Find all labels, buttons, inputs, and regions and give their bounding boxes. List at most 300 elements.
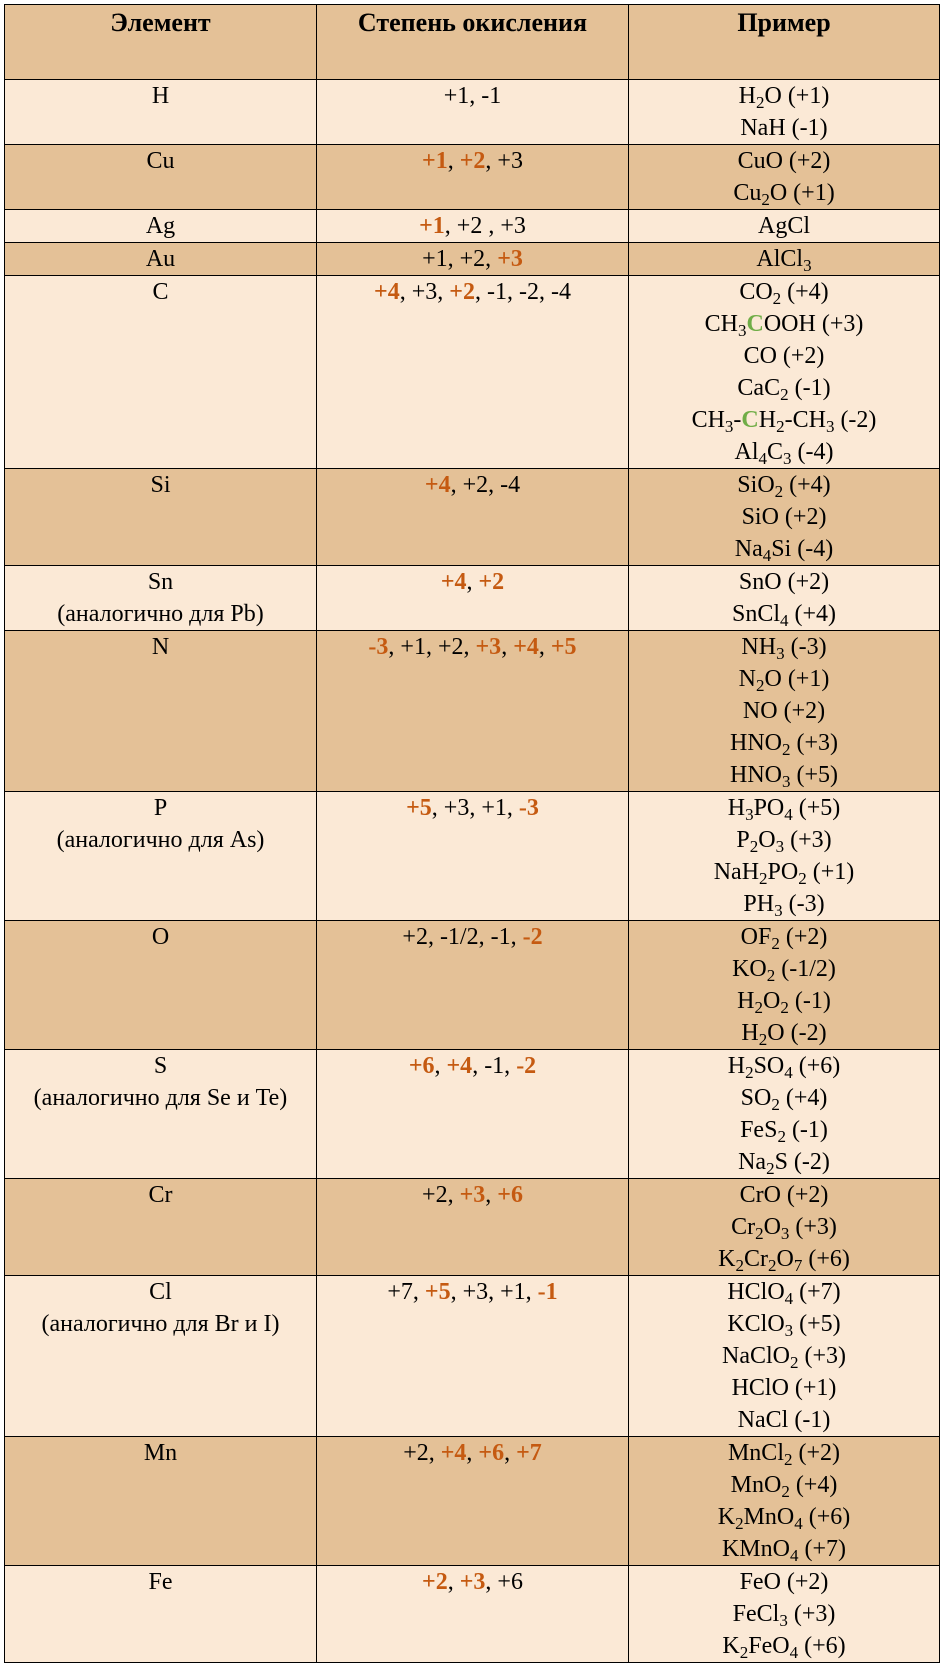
formula-text: OOH (+3) bbox=[763, 311, 864, 337]
example-formula bbox=[631, 1566, 937, 1598]
state-text: , bbox=[447, 1569, 460, 1595]
formula-text: (+3) bbox=[790, 730, 839, 756]
table-row bbox=[5, 631, 940, 792]
element-cell bbox=[5, 792, 317, 921]
element-symbol: O bbox=[151, 924, 170, 950]
formula-text: FeS bbox=[740, 1117, 778, 1143]
example-formula bbox=[631, 921, 937, 953]
examples-cell bbox=[629, 210, 940, 243]
examples-cell bbox=[629, 1179, 940, 1276]
oxidation-states-cell bbox=[317, 1566, 629, 1663]
formula-text: - bbox=[733, 407, 742, 433]
subscript: 2 bbox=[776, 417, 785, 436]
formula-text: FeCl bbox=[732, 1601, 780, 1627]
example-formula bbox=[631, 824, 937, 856]
examples-cell bbox=[629, 921, 940, 1050]
formula-text: NaCl (-1) bbox=[737, 1407, 831, 1433]
highlighted-atom: C bbox=[741, 407, 759, 433]
formula-text: (+7) bbox=[798, 1536, 847, 1562]
examples-cell bbox=[629, 469, 940, 566]
analog-note: (аналогично для As) bbox=[56, 827, 265, 853]
example-formula bbox=[631, 145, 937, 177]
subscript: 3 bbox=[774, 901, 783, 920]
examples-cell bbox=[629, 1276, 940, 1437]
formula-text: -CH bbox=[784, 407, 826, 433]
formula-text: SnCl bbox=[731, 601, 780, 627]
formula-text: NaH bbox=[713, 859, 760, 885]
examples-cell bbox=[629, 276, 940, 469]
formula-text: (+6) bbox=[802, 1504, 851, 1530]
element-cell bbox=[5, 80, 317, 145]
formula-text: FeO (+2) bbox=[739, 1569, 829, 1595]
element-symbol: Mn bbox=[143, 1440, 178, 1466]
highlighted-state: +3 bbox=[459, 1182, 486, 1208]
subscript: 2 bbox=[759, 869, 768, 888]
formula-text: HNO bbox=[729, 762, 782, 788]
example-formula bbox=[631, 308, 937, 340]
formula-text: (-3) bbox=[784, 634, 827, 660]
example-formula bbox=[631, 1469, 937, 1501]
formula-text: (-1) bbox=[788, 988, 831, 1014]
highlighted-state: +6 bbox=[478, 1440, 505, 1466]
example-formula bbox=[631, 566, 937, 598]
table-body bbox=[5, 80, 940, 1663]
highlighted-state: +1 bbox=[419, 213, 445, 239]
example-formula bbox=[631, 372, 937, 404]
table-row bbox=[5, 80, 940, 145]
subscript: 2 bbox=[745, 1063, 754, 1082]
formula-text: NaClO bbox=[721, 1343, 790, 1369]
highlighted-state: -2 bbox=[516, 1053, 537, 1079]
example-formula bbox=[631, 1114, 937, 1146]
formula-text: HClO (+1) bbox=[731, 1375, 837, 1401]
examples-cell bbox=[629, 631, 940, 792]
subscript: 2 bbox=[780, 998, 789, 1017]
subscript: 2 bbox=[739, 1643, 749, 1662]
oxidation-states-cell bbox=[317, 631, 629, 792]
element-symbol: Cu bbox=[146, 148, 175, 174]
oxidation-states-cell bbox=[317, 1179, 629, 1276]
highlighted-state: +4 bbox=[374, 279, 400, 305]
formula-text: SO bbox=[740, 1085, 772, 1111]
element-symbol: C bbox=[152, 279, 169, 305]
subscript: 2 bbox=[758, 1030, 768, 1049]
example-formula bbox=[631, 759, 937, 791]
formula-text: (+4) bbox=[779, 1085, 828, 1111]
highlighted-state: +3 bbox=[459, 1569, 486, 1595]
formula-text: K bbox=[722, 1633, 740, 1659]
formula-text: (+1) bbox=[806, 859, 855, 885]
example-formula bbox=[631, 985, 937, 1017]
formula-text: Al bbox=[734, 439, 759, 465]
highlighted-state: +4 bbox=[424, 472, 451, 498]
subscript: 2 bbox=[780, 385, 789, 404]
formula-text: PO bbox=[767, 859, 799, 885]
formula-text: Cr bbox=[731, 1214, 756, 1240]
example-formula bbox=[631, 1404, 937, 1436]
formula-text: (+2) bbox=[779, 924, 828, 950]
formula-text: CH bbox=[691, 407, 725, 433]
subscript: 2 bbox=[735, 1514, 744, 1533]
state-text: , +3, +1, bbox=[431, 795, 519, 821]
oxidation-states-cell bbox=[317, 792, 629, 921]
state-text: , bbox=[538, 634, 551, 660]
highlighted-state: +3 bbox=[475, 634, 502, 660]
subscript: 2 bbox=[798, 869, 807, 888]
highlighted-state: -2 bbox=[522, 924, 543, 950]
formula-text: (+3) bbox=[798, 1343, 847, 1369]
formula-text: Si (-4) bbox=[771, 536, 834, 562]
subscript: 3 bbox=[775, 837, 785, 856]
formula-text: SnO (+2) bbox=[738, 569, 830, 595]
formula-text: H bbox=[737, 988, 755, 1014]
highlighted-state: +2 bbox=[478, 569, 505, 595]
state-text: , +2, -4 bbox=[450, 472, 521, 498]
subscript: 2 bbox=[777, 1127, 786, 1146]
formula-text: CO (+2) bbox=[743, 343, 825, 369]
table-row bbox=[5, 921, 940, 1050]
example-formula bbox=[631, 501, 937, 533]
highlighted-state: +5 bbox=[550, 634, 577, 660]
highlighted-state: -3 bbox=[368, 634, 389, 660]
formula-text: Cu bbox=[733, 180, 762, 206]
highlighted-state: +7 bbox=[516, 1440, 542, 1466]
subscript: 3 bbox=[737, 321, 747, 340]
examples-cell bbox=[629, 145, 940, 210]
element-symbol: Sn bbox=[147, 569, 174, 595]
subscript: 4 bbox=[784, 805, 793, 824]
subscript: 4 bbox=[794, 1514, 803, 1533]
table-row bbox=[5, 210, 940, 243]
formula-text: (-1) bbox=[785, 1117, 828, 1143]
element-cell bbox=[5, 1050, 317, 1179]
example-formula bbox=[631, 1243, 937, 1275]
highlighted-atom: C bbox=[746, 311, 764, 337]
element-cell bbox=[5, 921, 317, 1050]
formula-text: (+5) bbox=[793, 1311, 841, 1337]
oxidation-states-cell bbox=[317, 210, 629, 243]
example-formula bbox=[631, 1501, 937, 1533]
subscript: 4 bbox=[789, 1546, 799, 1565]
formula-text: OF bbox=[740, 924, 772, 950]
highlighted-state: +6 bbox=[408, 1053, 435, 1079]
example-formula bbox=[631, 1082, 937, 1114]
oxidation-states-cell bbox=[317, 1276, 629, 1437]
formula-text: O (+1) bbox=[769, 180, 835, 206]
formula-text: H bbox=[738, 83, 756, 109]
example-formula bbox=[631, 888, 937, 920]
example-formula bbox=[631, 112, 937, 144]
subscript: 3 bbox=[776, 644, 785, 663]
element-symbol: Cl bbox=[149, 1279, 172, 1305]
example-formula bbox=[631, 80, 937, 112]
subscript: 2 bbox=[772, 289, 782, 308]
formula-text: CO bbox=[739, 279, 773, 305]
formula-text: (+4) bbox=[788, 601, 837, 627]
element-cell bbox=[5, 276, 317, 469]
formula-text: SO bbox=[753, 1053, 785, 1079]
highlighted-state: +6 bbox=[497, 1182, 523, 1208]
formula-text: (+4) bbox=[781, 279, 829, 305]
highlighted-state: +3 bbox=[497, 246, 523, 272]
subscript: 4 bbox=[762, 546, 772, 565]
state-text: , bbox=[466, 1440, 479, 1466]
element-symbol: N bbox=[151, 634, 170, 660]
subscript: 2 bbox=[754, 998, 763, 1017]
state-text: +1, +2, bbox=[422, 246, 498, 272]
oxidation-states-cell bbox=[317, 1437, 629, 1566]
example-formula bbox=[631, 1372, 937, 1404]
example-formula bbox=[631, 1598, 937, 1630]
formula-text: CuO (+2) bbox=[737, 148, 831, 174]
analog-note: (аналогично для Se и Te) bbox=[33, 1085, 288, 1111]
formula-text: SiO (+2) bbox=[741, 504, 827, 530]
subscript: 2 bbox=[766, 1159, 775, 1178]
highlighted-state: +5 bbox=[406, 795, 432, 821]
formula-text: HNO bbox=[729, 730, 782, 756]
formula-text: (+6) bbox=[802, 1246, 850, 1272]
state-text: , -1 bbox=[469, 83, 502, 109]
header-states: Степень окисления bbox=[317, 5, 629, 80]
example-formula bbox=[631, 1276, 937, 1308]
formula-text: Na bbox=[734, 536, 763, 562]
formula-text: O bbox=[763, 988, 781, 1014]
subscript: 4 bbox=[784, 1289, 794, 1308]
formula-text: K bbox=[718, 1246, 736, 1272]
example-formula bbox=[631, 210, 937, 242]
element-cell bbox=[5, 1437, 317, 1566]
element-symbol: H bbox=[151, 83, 170, 109]
examples-cell bbox=[629, 80, 940, 145]
state-text: , +6 bbox=[485, 1569, 523, 1595]
example-formula bbox=[631, 533, 937, 565]
formula-text: (-2) bbox=[834, 407, 877, 433]
formula-text: H bbox=[741, 1020, 759, 1046]
state-text: , -1, bbox=[472, 1053, 517, 1079]
oxidation-states-cell bbox=[317, 145, 629, 210]
formula-text: AlCl bbox=[756, 246, 804, 272]
subscript: 2 bbox=[755, 1224, 764, 1243]
subscript: 3 bbox=[780, 1224, 790, 1243]
analog-note: (аналогично для Pb) bbox=[57, 601, 264, 627]
examples-cell bbox=[629, 1050, 940, 1179]
formula-text: NO (+2) bbox=[742, 698, 826, 724]
subscript: 4 bbox=[789, 1643, 799, 1662]
example-formula bbox=[631, 436, 937, 468]
examples-cell bbox=[629, 566, 940, 631]
subscript: 2 bbox=[771, 934, 780, 953]
subscript: 3 bbox=[781, 772, 791, 791]
example-formula bbox=[631, 1050, 937, 1082]
state-text: , bbox=[504, 1440, 517, 1466]
example-formula bbox=[631, 1146, 937, 1178]
table-row bbox=[5, 1276, 940, 1437]
example-formula bbox=[631, 1533, 937, 1565]
subscript: 2 bbox=[789, 1353, 799, 1372]
state-text: , +3 bbox=[485, 148, 523, 174]
formula-text: MnCl bbox=[727, 1440, 784, 1466]
subscript: 2 bbox=[774, 482, 784, 501]
element-cell bbox=[5, 469, 317, 566]
example-formula bbox=[631, 469, 937, 501]
oxidation-states-cell bbox=[317, 921, 629, 1050]
example-formula bbox=[631, 177, 937, 209]
subscript: 4 bbox=[758, 449, 767, 468]
subscript: 2 bbox=[735, 1256, 744, 1275]
example-formula bbox=[631, 404, 937, 436]
state-text: , +3, +1, bbox=[450, 1279, 538, 1305]
formula-text: KClO bbox=[727, 1311, 785, 1337]
example-formula bbox=[631, 663, 937, 695]
oxidation-states-cell bbox=[317, 80, 629, 145]
example-formula bbox=[631, 340, 937, 372]
formula-text: (+4) bbox=[789, 1472, 838, 1498]
highlighted-state: +1 bbox=[422, 148, 448, 174]
element-cell bbox=[5, 1276, 317, 1437]
formula-text: MnO bbox=[743, 1504, 795, 1530]
subscript: 2 bbox=[766, 966, 776, 985]
subscript: 4 bbox=[780, 611, 789, 630]
example-formula bbox=[631, 1340, 937, 1372]
example-formula bbox=[631, 243, 937, 275]
examples-cell bbox=[629, 792, 940, 921]
element-cell bbox=[5, 1179, 317, 1276]
table-row bbox=[5, 276, 940, 469]
formula-text: P bbox=[736, 827, 750, 853]
state-text: +7, bbox=[387, 1279, 425, 1305]
formula-text: Cr bbox=[743, 1246, 768, 1272]
formula-text: KO bbox=[732, 956, 767, 982]
formula-text: O (-2) bbox=[767, 1020, 827, 1046]
formula-text: (+5) bbox=[792, 795, 841, 821]
formula-text: PH bbox=[743, 891, 775, 917]
element-cell bbox=[5, 631, 317, 792]
formula-text: CaC bbox=[737, 375, 781, 401]
formula-text: (+3) bbox=[789, 1214, 837, 1240]
highlighted-state: +4 bbox=[446, 1053, 473, 1079]
subscript: 7 bbox=[793, 1256, 803, 1275]
formula-text: SiO bbox=[737, 472, 775, 498]
element-symbol: Au bbox=[145, 246, 176, 272]
oxidation-states-cell bbox=[317, 276, 629, 469]
formula-text: HClO bbox=[727, 1279, 785, 1305]
subscript: 2 bbox=[771, 1095, 780, 1114]
state-text: , bbox=[501, 634, 514, 660]
subscript: 2 bbox=[767, 1256, 777, 1275]
element-cell bbox=[5, 243, 317, 276]
subscript: 2 bbox=[749, 837, 759, 856]
formula-text: O bbox=[763, 1214, 781, 1240]
example-formula bbox=[631, 1437, 937, 1469]
formula-text: O bbox=[776, 1246, 794, 1272]
state-text: +2, -1/2, -1, bbox=[402, 924, 523, 950]
table-row bbox=[5, 469, 940, 566]
formula-text: NaH (-1) bbox=[740, 115, 828, 141]
element-symbol: Cr bbox=[148, 1182, 173, 1208]
formula-text: AgCl bbox=[757, 213, 810, 239]
table-row bbox=[5, 243, 940, 276]
element-symbol: Si bbox=[150, 472, 171, 498]
examples-cell bbox=[629, 243, 940, 276]
formula-text: MnO bbox=[730, 1472, 782, 1498]
subscript: 2 bbox=[781, 1482, 790, 1501]
example-formula bbox=[631, 1308, 937, 1340]
formula-text: NH bbox=[741, 634, 777, 660]
formula-text: H bbox=[727, 1053, 746, 1079]
example-formula bbox=[631, 1179, 937, 1211]
subscript: 3 bbox=[784, 1321, 794, 1340]
element-symbol: S bbox=[153, 1053, 168, 1079]
table-row bbox=[5, 1179, 940, 1276]
example-formula bbox=[631, 631, 937, 663]
formula-text: O (+1) bbox=[764, 666, 830, 692]
example-formula bbox=[631, 953, 937, 985]
header-element: Элемент bbox=[5, 5, 317, 80]
state-text: , bbox=[466, 569, 479, 595]
formula-text: (+6) bbox=[798, 1633, 846, 1659]
formula-text: (-3) bbox=[782, 891, 825, 917]
element-cell bbox=[5, 210, 317, 243]
highlighted-state: -1 bbox=[537, 1279, 558, 1305]
example-formula bbox=[631, 792, 937, 824]
formula-text: (-1) bbox=[788, 375, 831, 401]
oxidation-states-cell bbox=[317, 243, 629, 276]
example-formula bbox=[631, 695, 937, 727]
formula-text: C bbox=[767, 439, 784, 465]
element-cell bbox=[5, 566, 317, 631]
subscript: 3 bbox=[724, 417, 734, 436]
subscript: 3 bbox=[803, 256, 812, 275]
formula-text: (+7) bbox=[793, 1279, 841, 1305]
state-text: +2, bbox=[403, 1440, 441, 1466]
formula-text: (+3) bbox=[787, 1601, 836, 1627]
subscript: 3 bbox=[779, 1611, 788, 1630]
element-symbol: Ag bbox=[145, 213, 176, 239]
table-row bbox=[5, 1437, 940, 1566]
oxidation-states-table bbox=[4, 4, 940, 1663]
example-formula bbox=[631, 1017, 937, 1049]
formula-text: O bbox=[758, 827, 776, 853]
formula-text: FeO bbox=[748, 1633, 790, 1659]
example-formula bbox=[631, 1211, 937, 1243]
formula-text: K bbox=[717, 1504, 736, 1530]
examples-cell bbox=[629, 1437, 940, 1566]
formula-text: CH bbox=[704, 311, 738, 337]
formula-text: CrO (+2) bbox=[739, 1182, 829, 1208]
formula-text: H bbox=[727, 795, 746, 821]
formula-text: (-1/2) bbox=[775, 956, 836, 982]
formula-text: KMnO bbox=[721, 1536, 790, 1562]
element-cell bbox=[5, 145, 317, 210]
formula-text: (+6) bbox=[792, 1053, 841, 1079]
state-text: +2, bbox=[422, 1182, 460, 1208]
examples-cell bbox=[629, 1566, 940, 1663]
highlighted-state: +2 bbox=[422, 1569, 448, 1595]
state-text: , +1, +2, bbox=[388, 634, 476, 660]
subscript: 2 bbox=[761, 190, 770, 209]
formula-text: (+3) bbox=[784, 827, 832, 853]
formula-text: H bbox=[758, 407, 777, 433]
element-symbol: Fe bbox=[148, 1569, 173, 1595]
table-row bbox=[5, 145, 940, 210]
oxidation-states-cell bbox=[317, 1050, 629, 1179]
highlighted-state: +2 bbox=[449, 279, 475, 305]
oxidation-states-cell bbox=[317, 566, 629, 631]
subscript: 4 bbox=[784, 1063, 793, 1082]
state-text: , +2 , +3 bbox=[444, 213, 526, 239]
table-row bbox=[5, 566, 940, 631]
example-formula bbox=[631, 1630, 937, 1662]
